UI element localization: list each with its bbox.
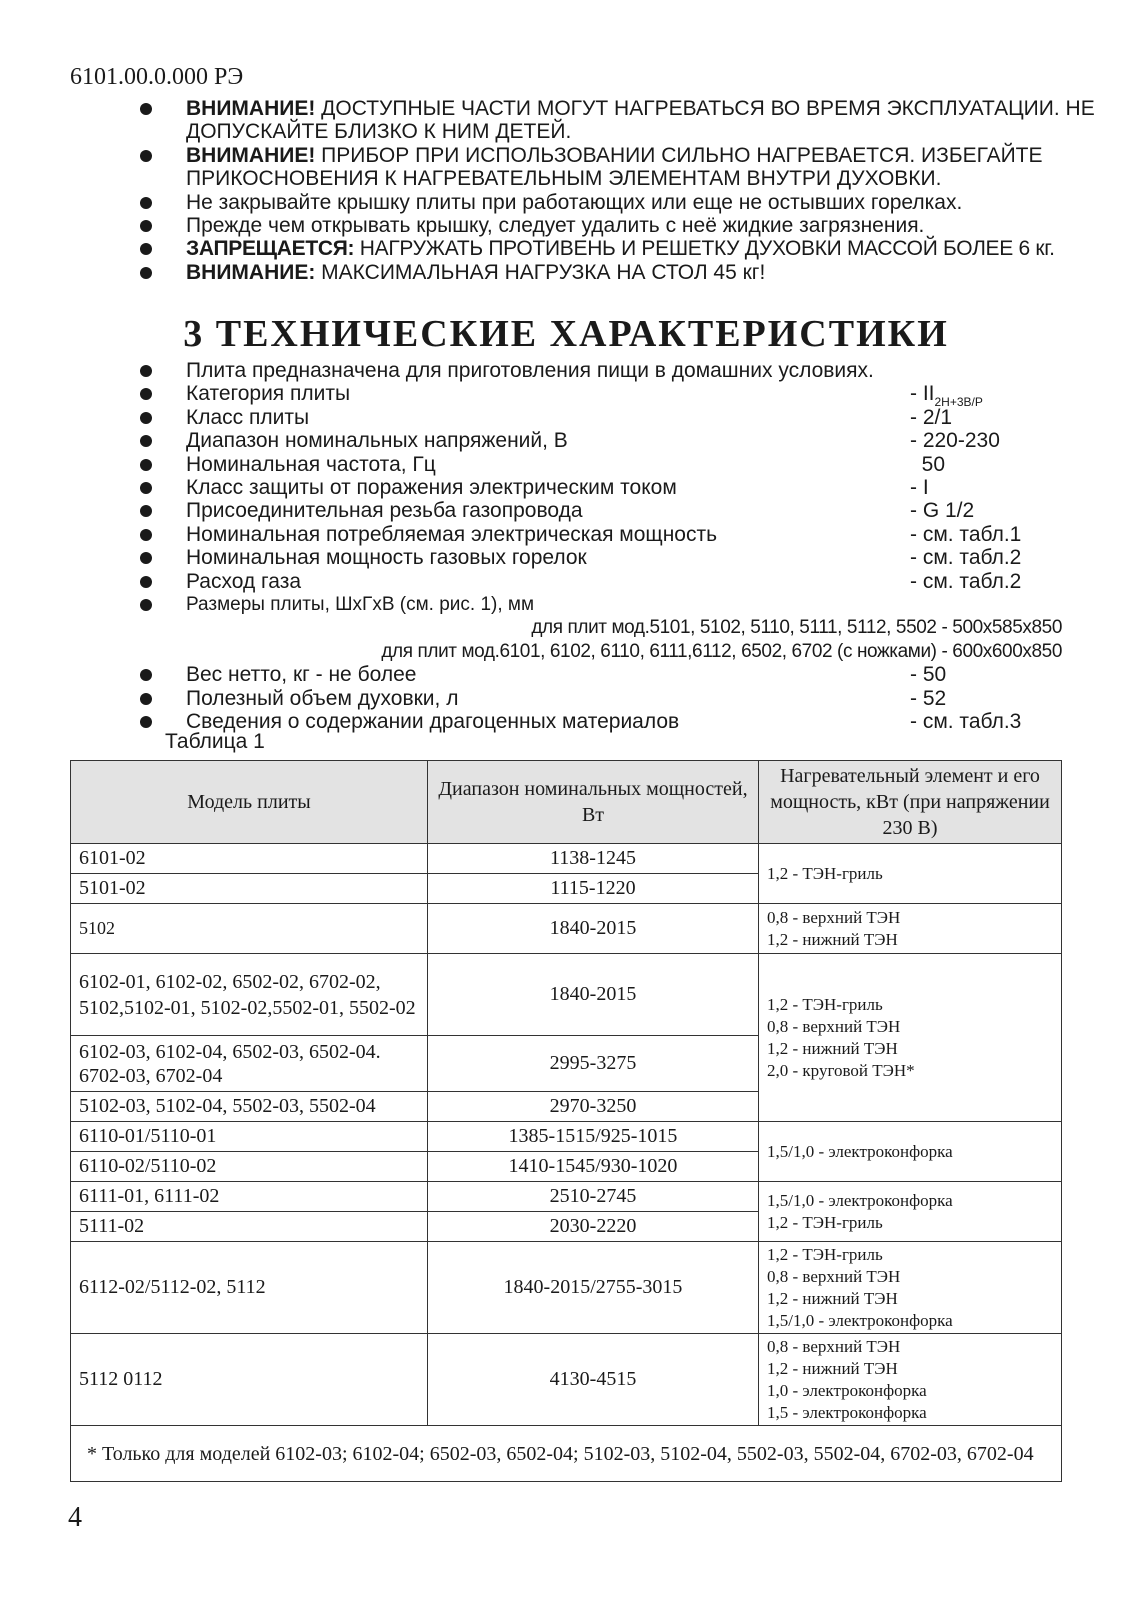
table-footnote: * Только для моделей 6102-03; 6102-04; 6502-03, 6502-04; 5102-03, 5102-04, 5502-03, 5502-04, 6702-03, 6702-04 [71,1426,1062,1482]
heat-line: 0,8 - верхний ТЭН [767,1266,901,1286]
spec-label: Вес нетто, кг - не более [186,663,417,687]
list-item [140,237,1100,260]
model-cell: 6110-01/5110-01 [71,1122,428,1152]
heat-line: 1,5 - электроконфорка [767,1402,927,1422]
spec-item [140,406,1100,429]
model-cell: 6102-01, 6102-02, 6502-02, 6702-02, 5102,5102-01, 5102-02,5502-01, 5502-02 [71,954,428,1036]
model-cell: 6111-01, 6111-02 [71,1182,428,1212]
spec-label: Номинальная мощность газовых горелок [186,546,587,570]
spec-item [140,359,1100,382]
heat-line: 1,2 - нижний ТЭН [767,1358,898,1378]
section-title: 3 ТЕХНИЧЕСКИЕ ХАРАКТЕРИСТИКИ [183,313,949,355]
bullet-icon [140,505,152,517]
spec-label: Класс защиты от поражения электрическим током [186,476,677,500]
heat-line: 1,5/1,0 - электроконфорка [767,1190,953,1210]
power-cell: 1410-1545/930-1020 [428,1152,759,1182]
spec-value: - $II_{2H+3B/P}$ [910,382,983,410]
bullet-icon [140,576,152,588]
spec-label: Номинальная частота, Гц [186,452,436,476]
spec-label: Класс плиты [186,405,310,429]
spec-label: Диапазон номинальных напряжений, В [186,429,568,453]
heat-line: 1,2 - ТЭН-гриль [767,994,883,1014]
power-cell: 4130-4515 [428,1334,759,1426]
power-cell: 1840-2015 [428,904,759,954]
heat-line: 1,0 - электроконфорка [767,1380,927,1400]
spec-item [140,687,1100,710]
power-cell: 2995-3275 [428,1036,759,1092]
table-row [71,954,1062,1036]
heat-cell [759,1122,1062,1182]
spec-item [140,429,1100,452]
model-cell: 5101-02 [71,874,428,904]
bullet-icon [140,103,152,115]
list-item [140,261,1100,284]
warning-keyword: ВНИМАНИЕ: [186,260,316,284]
spec-value: - см. табл.2 [910,569,1022,593]
heat-line: 1,2 - ТЭН-гриль [767,1244,883,1264]
warning-text: Не закрывайте крышку плиты при работающих или еще не остывших горелках. [186,190,963,214]
spec-item [140,476,1100,499]
bullet-icon [140,459,152,471]
model-cell: 6110-02/5110-02 [71,1152,428,1182]
heat-cell [759,844,1062,904]
bullet-icon [140,693,152,705]
model-cell: 5112 0112 [71,1334,428,1426]
model-cell: 6102-03, 6102-04, 6502-03, 6502-04. 6702-03, 6702-04 [71,1036,428,1092]
page-number: 4 [68,1502,82,1533]
list-item [140,191,1100,214]
power-cell: 1385-1515/925-1015 [428,1122,759,1152]
spec-value: - 2/1 [910,405,953,429]
bullet-icon [140,716,152,728]
bullet-icon [140,220,152,232]
spec-value: - см. табл.2 [910,546,1022,570]
spec-label: Номинальная потребляемая электрическая мощность [186,522,718,546]
spec-item [140,499,1100,522]
bullet-icon [140,482,152,494]
bullet-icon [140,435,152,447]
spec-label: Сведения о содержании драгоценных материалов [186,710,680,734]
power-cell: 1138-1245 [428,844,759,874]
spec-value: - 50 [910,663,947,687]
warning-keyword: ЗАПРЕЩАЕТСЯ: [186,237,355,261]
bullet-icon [140,388,152,400]
model-cell: 5102 [71,904,428,954]
table-row [71,1182,1062,1212]
table-header-row [71,761,1062,844]
warning-list [140,97,1100,284]
warning-text: НАГРУЖАТЬ ПРОТИВЕНЬ И РЕШЕТКУ ДУХОВКИ МАССОЙ БОЛЕЕ 6 кг. [354,237,1055,261]
heat-line: 0,8 - верхний ТЭН [767,1336,901,1356]
table-footnote-row [71,1426,1062,1482]
heat-cell [759,904,1062,954]
table-row [71,1242,1062,1334]
heat-line: 0,8 - верхний ТЭН [767,1016,901,1036]
spec-value: - см. табл.3 [910,710,1022,734]
table-row [71,1122,1062,1152]
spec-item [140,593,1100,616]
heat-line: 1,2 - нижний ТЭН [767,1288,898,1308]
dims-line: для плит мод.6101, 6102, 6110, 6111,6112, 6502, 6702 (с ножками) - 600х600х850 [381,640,1062,662]
list-item [140,144,1100,191]
header-heating-element: Нагревательный элемент и его мощность, кВт (при напряжении 230 В) [759,761,1062,844]
warning-text: МАКСИМАЛЬНАЯ НАГРУЗКА НА СТОЛ 45 кг! [315,260,766,284]
heat-cell [759,954,1062,1122]
header-power: Диапазон номинальных мощностей, Вт [428,761,759,844]
spec-value: - 52 [910,686,947,710]
spec-item [140,523,1100,546]
power-cell: 1840-2015 [428,954,759,1036]
warning-keyword: ВНИМАНИЕ! [186,97,316,120]
power-cell: 2510-2745 [428,1182,759,1212]
spec-item [140,570,1100,593]
warning-text: Прежде чем открывать крышку, следует удалить с неё жидкие загрязнения. [186,214,925,238]
bullet-icon [140,150,152,162]
bullet-icon [140,552,152,564]
spec-list [140,359,1100,734]
power-cell: 1115-1220 [428,874,759,904]
heat-cell [759,1334,1062,1426]
model-cell: 5111-02 [71,1212,428,1242]
heat-line: 2,0 - круговой ТЭН* [767,1060,915,1080]
header-model: Модель плиты [71,761,428,844]
bullet-icon [140,243,152,255]
power-table [70,760,1062,1482]
spec-label: Размеры плиты, ШхГхВ (см. рис. 1), мм [186,594,535,616]
list-item [140,97,1100,144]
warning-text: ДОСТУПНЫЕ ЧАСТИ МОГУТ НАГРЕВАТЬСЯ ВО ВРЕМЯ ЭКСПЛУАТАЦИИ. НЕ ДОПУСКАЙТЕ БЛИЗКО К НИМ ДЕТЕЙ. [186,97,1095,144]
heat-cell [759,1242,1062,1334]
heat-line: 1,5/1,0 - электроконфорка [767,1141,953,1161]
heat-line: 1,2 - нижний ТЭН [767,929,898,949]
spec-label: Расход газа [186,569,302,593]
document-code: 6101.00.0.000 РЭ [70,64,244,90]
list-item [140,214,1100,237]
spec-item [140,382,1100,410]
spec-value: - G 1/2 [910,499,975,523]
heat-line: 1,2 - ТЭН-гриль [767,863,883,883]
spec-label: Полезный объем духовки, л [186,686,459,710]
bullet-icon [140,267,152,279]
warning-keyword: ВНИМАНИЕ! [186,143,316,167]
bullet-icon [140,599,152,611]
spec-value: - см. табл.1 [910,522,1022,546]
spec-value: - I [910,476,929,500]
heat-line: 0,8 - верхний ТЭН [767,907,901,927]
bullet-icon [140,197,152,209]
bullet-icon [140,669,152,681]
spec-item [140,546,1100,569]
table-row [71,1334,1062,1426]
dims-line: для плит мод.5101, 5102, 5110, 5111, 5112, 5502 - 500х585х850 [531,617,1062,639]
spec-label: Категория плиты [186,382,351,406]
spec-value: - 220-230 [910,429,1000,453]
table-row [71,844,1062,874]
model-cell: 5102-03, 5102-04, 5502-03, 5502-04 [71,1092,428,1122]
power-cell: 2970-3250 [428,1092,759,1122]
spec-label: Плита предназначена для приготовления пищи в домашних условиях. [186,359,874,382]
table-row [71,904,1062,954]
bullet-icon [140,412,152,424]
power-cell: 2030-2220 [428,1212,759,1242]
spec-value: 50 [910,452,946,476]
heat-line: 1,5/1,0 - электроконфорка [767,1310,953,1330]
model-cell: 6112-02/5112-02, 5112 [71,1242,428,1334]
bullet-icon [140,365,152,377]
spec-item [140,663,1100,686]
warning-text: ПРИБОР ПРИ ИСПОЛЬЗОВАНИИ СИЛЬНО НАГРЕВАЕТСЯ. ИЗБЕГАЙТЕ ПРИКОСНОВЕНИЯ К НАГРЕВАТЕЛЬНЫМ ЭЛЕМЕНТАМ ВНУТРИ ДУХОВКИ. [186,143,1043,191]
heat-cell [759,1182,1062,1242]
category-subscript: 2H+3B/P [934,395,983,410]
power-cell: 1840-2015/2755-3015 [428,1242,759,1334]
table-caption: Таблица 1 [165,730,265,753]
bullet-icon [140,529,152,541]
spec-item [140,453,1100,476]
model-cell: 6101-02 [71,844,428,874]
heat-line: 1,2 - ТЭН-гриль [767,1212,883,1232]
spec-item [140,710,1100,733]
heat-line: 1,2 - нижний ТЭН [767,1038,898,1058]
spec-label: Присоединительная резьба газопровода [186,499,583,523]
